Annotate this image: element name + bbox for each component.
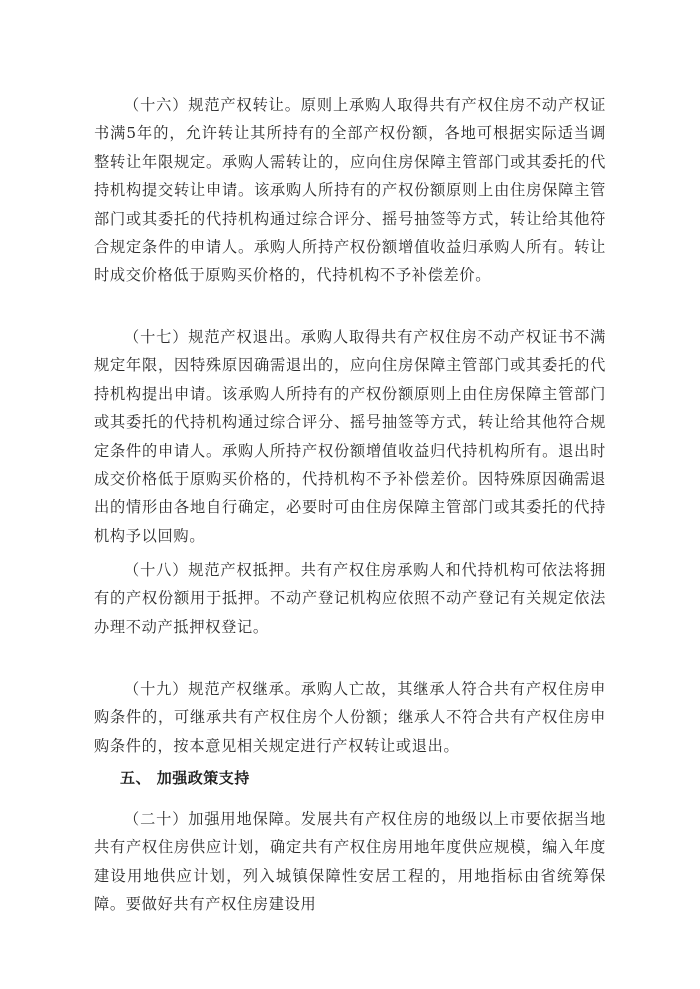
section-heading-policy-support: 五、 加强政策支持 <box>120 769 250 787</box>
paragraph-17-property-exit: （十七）规范产权退出。承购人取得共有产权住房不动产权证书不满规定年限，因特殊原因确需退出的，应向住房保障主管部门或其委托的代持机构提出申请。该承购人所持有的产权份额原则上由住房保障主管部门或其委托的代持机构通过综合评分、摇号抽签等方式，转让给其他符合规定条件的申请人。承购人所持产权份额增值收益归代持机构所有。退出时成交价格低于原购买价格的，代持机构不予补偿差价。因特殊原因确需退出的情形由各地自行确定，必要时可由住房保障主管部门或其委托的代持机构予以回购。 <box>94 328 606 545</box>
paragraph-19-property-inheritance: （十九）规范产权继承。承购人亡故，其继承人符合共有产权住房申购条件的，可继承共有产权住房个人份额；继承人不符合共有产权住房申购条件的，按本意见相关规定进行产权转让或退出。 <box>94 680 606 755</box>
paragraph-16-property-transfer: （十六）规范产权转让。原则上承购人取得共有产权住房不动产权证书满5年的，允许转让其所持有的全部产权份额，各地可根据实际适当调整转让年限规定。承购人需转让的，应向住房保障主管部门或其委托的代持机构提交转让申请。该承购人所持有的产权份额原则上由住房保障主管部门或其委托的代持机构通过综合评分、摇号抽签等方式，转让给其他符合规定条件的申请人。承购人所持产权份额增值收益归承购人所有。转让时成交价格低于原购买价格的，代持机构不予补偿差价。 <box>94 96 606 285</box>
paragraph-20-land-guarantee: （二十）加强用地保障。发展共有产权住房的地级以上市要依据当地共有产权住房供应计划，确定共有产权住房用地年度供应规模，编入年度建设用地供应计划，列入城镇保障性安居工程的，用地指标由省统筹保障。要做好共有产权住房建设用 <box>94 810 606 914</box>
paragraph-18-property-mortgage: （十八）规范产权抵押。共有产权住房承购人和代持机构可依法将拥有的产权份额用于抵押。不动产登记机构应依照不动产登记有关规定依法办理不动产抵押权登记。 <box>94 561 606 636</box>
